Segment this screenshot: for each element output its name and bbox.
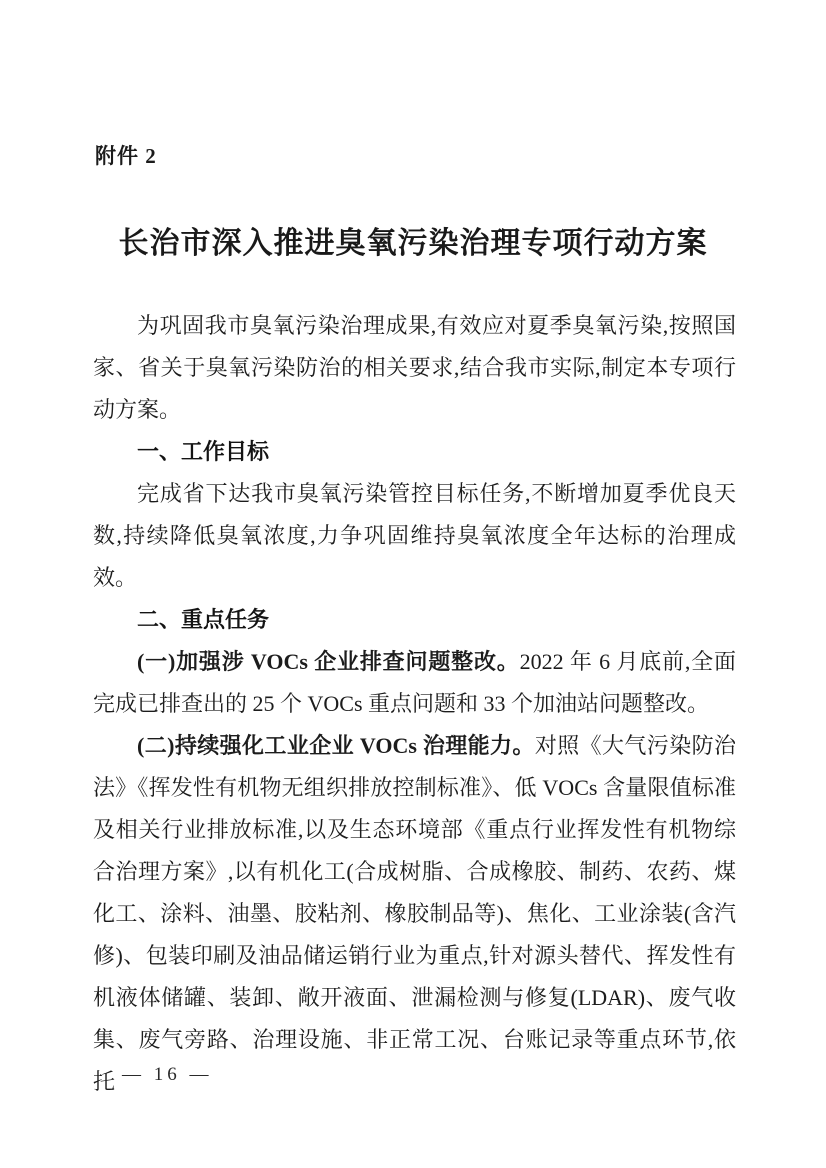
section-heading-work-goals: 一、工作目标 bbox=[137, 439, 270, 464]
paragraph-intro: 为巩固我市臭氧污染治理成果,有效应对夏季臭氧污染,按照国家、省关于臭氧污染防治的相关要求,结合我市实际,制定本专项行动方案。 bbox=[93, 313, 736, 422]
task-1-text: 2022 年 6 月底前,全面完成已排查出的 25 个 VOCs 重点问题和 33 个加油站问题整改。 bbox=[93, 649, 736, 716]
paragraph-work-goals: 完成省下达我市臭氧污染管控目标任务,不断增加夏季优良天数,持续降低臭氧浓度,力争巩固维持臭氧浓度全年达标的治理成效。 bbox=[93, 481, 736, 590]
page-number: — 16 — bbox=[122, 1064, 213, 1085]
paragraph-task-1 bbox=[93, 641, 736, 725]
document-title: 长治市深入推进臭氧污染治理专项行动方案 bbox=[118, 227, 708, 260]
task-2-lead: (二)持续强化工业企业 VOCs 治理能力。 bbox=[137, 733, 535, 758]
document-body bbox=[93, 305, 736, 1103]
section-heading-key-tasks: 二、重点任务 bbox=[137, 607, 270, 632]
attachment-label: 附件 2 bbox=[95, 144, 157, 168]
task-2-text: 对照《大气污染防治法》《挥发性有机物无组织排放控制标准》、低 VOCs 含量限值标准及相关行业排放标准,以及生态环境部《重点行业挥发性有机物综合治理方案》,以有机化工(合成树脂、合成橡胶、制药、农药、煤化工、涂料、油墨、胶粘剂、橡胶制品等)、焦化、工业涂装(含汽修)、包装印刷及油品储运销行业为重点,针对源头替代、挥发性有机液体储罐、装卸、敞开液面、泄漏检测与修复(LDAR)、废气收集、废气旁路、治理设施、非正常工况、台账记录等重点环节,依托 bbox=[93, 733, 736, 1094]
task-1-lead: (一)加强涉 VOCs 企业排查问题整改。 bbox=[137, 649, 520, 674]
paragraph-task-2 bbox=[93, 725, 736, 1103]
